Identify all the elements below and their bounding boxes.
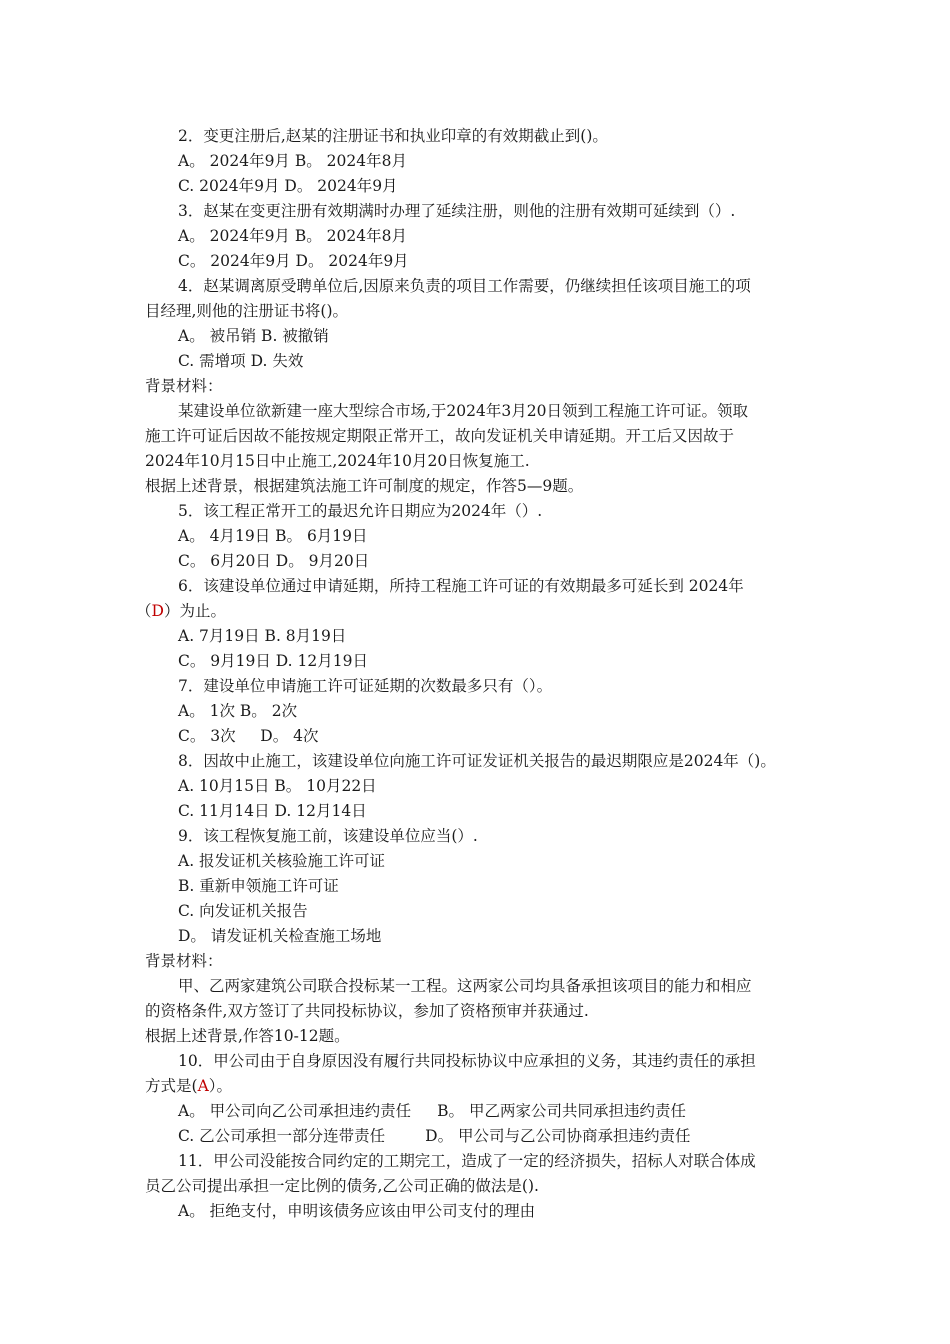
question-10-stem-suffix: ）。 xyxy=(208,1077,233,1095)
question-9-option-a: A. 报发证机关核验施工许可证 xyxy=(178,852,386,870)
question-6-options-ab: A. 7月19日 B. 8月19日 xyxy=(178,627,347,645)
question-6-stem-line1: 6．该建设单位通过申请延期，所持工程施工许可证的有效期最多可延长到 2024年 xyxy=(178,577,744,595)
question-11-stem-line2: 员乙公司提出承担一定比例的债务,乙公司正确的做法是(). xyxy=(145,1177,539,1195)
question-10-option-a: A。 甲公司向乙公司承担违约责任 xyxy=(178,1102,412,1120)
question-10-answer: A xyxy=(197,1077,209,1095)
question-8-stem: 8．因故中止施工，该建设单位向施工许可证发证机关报告的最迟期限应是2024年（)。 xyxy=(178,752,776,770)
question-3-options-cd: C。 2024年9月 D。 2024年9月 xyxy=(178,252,409,270)
question-6-stem-line2 xyxy=(136,599,801,624)
question-4-options-ab: A。 被吊销 B. 被撤销 xyxy=(178,327,329,345)
background-heading-1: 背景材料： xyxy=(145,377,223,395)
question-9-stem: 9．该工程恢复施工前，该建设单位应当(）. xyxy=(178,827,478,845)
question-9-option-d: D。 请发证机关检查施工场地 xyxy=(178,927,382,945)
question-3-options-ab: A。 2024年9月 B。 2024年8月 xyxy=(178,227,407,245)
question-4-stem-line2: 目经理,则他的注册证书将()。 xyxy=(145,302,349,320)
question-4-options-cd: C. 需增项 D. 失效 xyxy=(178,352,304,370)
background-1-para-line2: 施工许可证后因故不能按规定期限正常开工，故向发证机关申请延期。开工后又因故于 xyxy=(145,427,735,445)
question-5-stem: 5．该工程正常开工的最迟允许日期应为2024年（）. xyxy=(178,502,543,520)
question-10-stem-prefix: 方式是( xyxy=(145,1077,198,1095)
question-6-answer: D xyxy=(151,602,164,620)
background-2-para-line2: 的资格条件,双方签订了共同投标协议，参加了资格预审并获通过. xyxy=(145,1002,589,1020)
question-10-stem-line2 xyxy=(145,1074,810,1099)
background-heading-2: 背景材料： xyxy=(145,952,223,970)
answer-close-text: ）为止。 xyxy=(163,602,226,620)
question-11-option-a: A。 拒绝支付，申明该债务应该由甲公司支付的理由 xyxy=(178,1202,536,1220)
background-1-instruction: 根据上述背景，根据建筑法施工许可制度的规定，作答5—9题。 xyxy=(145,477,584,495)
answer-open-paren: （ xyxy=(136,602,152,620)
background-2-para-line1: 甲、乙两家建筑公司联合投标某一工程。这两家公司均具备承担该项目的能力和相应 xyxy=(178,977,752,995)
question-7-options-ab: A。 1次 B。 2次 xyxy=(178,702,298,720)
question-2-options-ab: A。 2024年9月 B。 2024年8月 xyxy=(178,152,407,170)
question-10-option-d: D。 甲公司与乙公司协商承担违约责任 xyxy=(425,1127,691,1145)
question-8-options-ab: A. 10月15日 B。 10月22日 xyxy=(178,777,377,795)
question-7-options-cd: C。 3次 D。 4次 xyxy=(178,727,319,745)
question-2-options-cd: C. 2024年9月 D。 2024年9月 xyxy=(178,177,398,195)
question-4-stem-line1: 4．赵某调离原受聘单位后,因原来负责的项目工作需要，仍继续担任该项目施工的项 xyxy=(178,277,751,295)
question-11-stem-line1: 11．甲公司没能按合同约定的工期完工，造成了一定的经济损失，招标人对联合体成 xyxy=(178,1152,756,1170)
question-2-stem: 2．变更注册后,赵某的注册证书和执业印章的有效期截止到()。 xyxy=(178,127,608,145)
question-3-stem: 3．赵某在变更注册有效期满时办理了延续注册，则他的注册有效期可延续到（）. xyxy=(178,202,736,220)
question-8-options-cd: C. 11月14日 D. 12月14日 xyxy=(178,802,367,820)
question-10-options-ab xyxy=(145,1099,843,1124)
question-7-stem: 7．建设单位申请施工许可证延期的次数最多只有（）。 xyxy=(178,677,553,695)
question-10-options-cd xyxy=(145,1124,843,1149)
question-9-option-b: B. 重新申领施工许可证 xyxy=(178,877,339,895)
question-6-options-cd: C。 9月19日 D. 12月19日 xyxy=(178,652,368,670)
question-10-option-c: C. 乙公司承担一部分连带责任 xyxy=(178,1127,386,1145)
background-1-para-line3: 2024年10月15日中止施工,2024年10月20日恢复施工. xyxy=(145,452,530,470)
background-2-instruction: 根据上述背景,作答10-12题。 xyxy=(145,1027,350,1045)
question-9-option-c: C. 向发证机关报告 xyxy=(178,902,308,920)
question-5-options-ab: A。 4月19日 B。 6月19日 xyxy=(178,527,368,545)
question-10-option-b: B。 甲乙两家公司共同承担违约责任 xyxy=(437,1102,686,1120)
background-1-para-line1: 某建设单位欲新建一座大型综合市场,于2024年3月20日领到工程施工许可证。领取 xyxy=(178,402,748,420)
question-10-stem-line1: 10．甲公司由于自身原因没有履行共同投标协议中应承担的义务，其违约责任的承担 xyxy=(178,1052,756,1070)
question-5-options-cd: C。 6月20日 D。 9月20日 xyxy=(178,552,370,570)
